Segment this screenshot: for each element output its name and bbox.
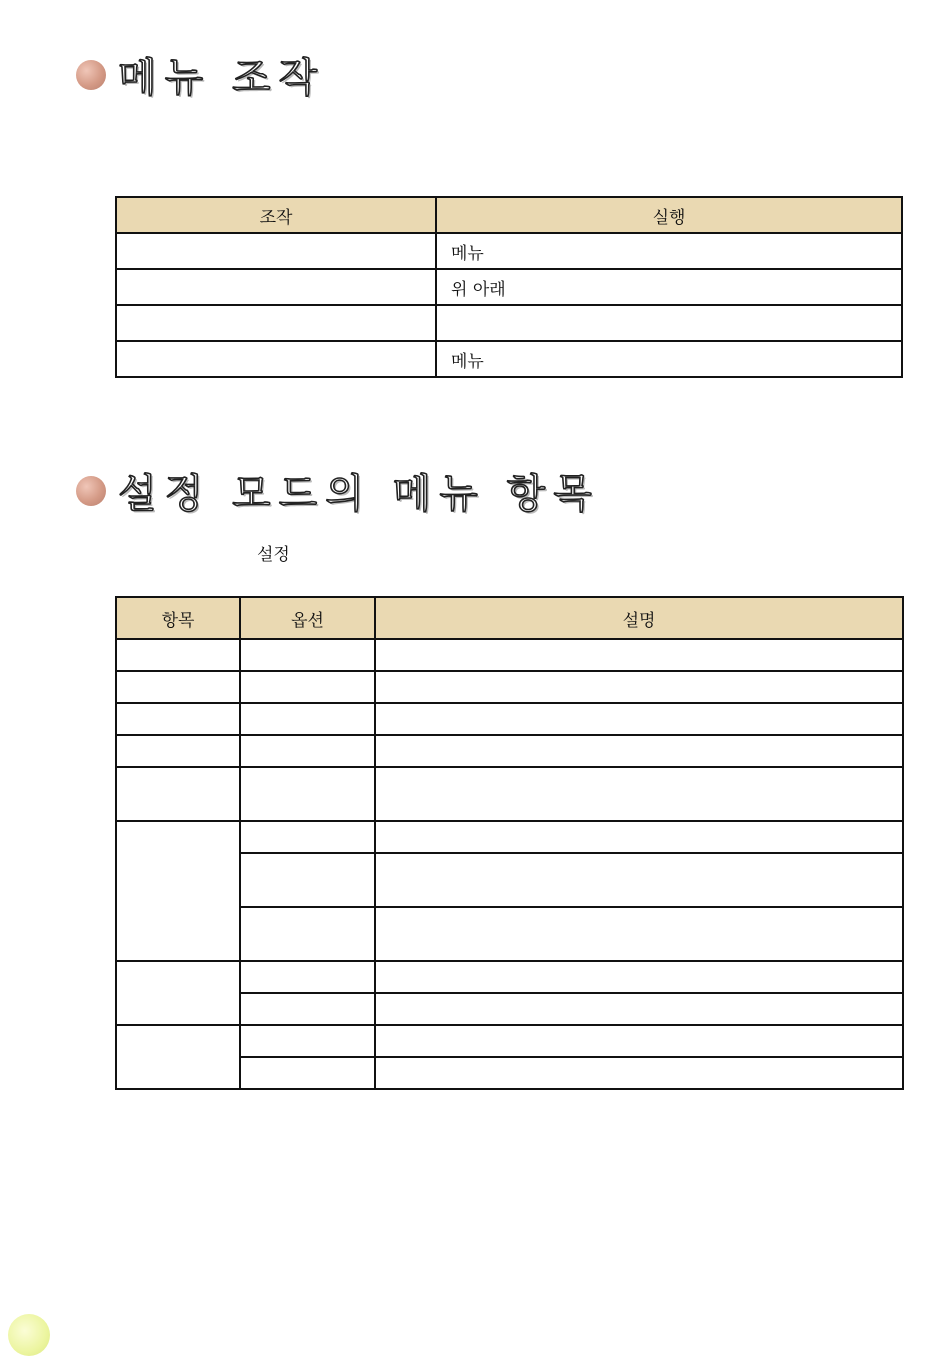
table-cell [375, 671, 903, 703]
table-row [116, 639, 903, 671]
table-cell [116, 961, 240, 1025]
table-cell [375, 907, 903, 961]
table-cell [116, 639, 240, 671]
table-row [116, 305, 902, 341]
table-row [116, 767, 903, 821]
table-cell [240, 1025, 375, 1057]
table-cell: 위 아래 [436, 269, 902, 305]
table-cell [116, 671, 240, 703]
section-heading-setup-menu-items [76, 462, 600, 519]
table-cell [375, 767, 903, 821]
table-cell [240, 735, 375, 767]
table-cell [375, 993, 903, 1025]
column-header-item: 항목 [116, 597, 240, 639]
column-header-action: 실행 [436, 197, 902, 233]
table-cell [116, 305, 436, 341]
table-cell [375, 1057, 903, 1089]
menu-operation-table [115, 196, 903, 378]
table-row [116, 233, 902, 269]
table-cell [375, 821, 903, 853]
table-cell [240, 961, 375, 993]
section-title: 메뉴 조작 [118, 55, 326, 101]
column-header-operation: 조작 [116, 197, 436, 233]
table-cell [240, 907, 375, 961]
column-header-option: 옵션 [240, 597, 375, 639]
table-row [116, 961, 903, 993]
table-row [116, 269, 902, 305]
table-cell [375, 703, 903, 735]
setup-menu-items-table [115, 596, 904, 1090]
table-row [116, 1025, 903, 1057]
table-cell [375, 853, 903, 907]
table-cell [116, 703, 240, 735]
section-title: 설정 모드의 메뉴 항목 [118, 471, 600, 517]
table-cell [240, 767, 375, 821]
column-header-description: 설명 [375, 597, 903, 639]
table-cell: 메뉴 [436, 341, 902, 377]
table-cell [375, 1025, 903, 1057]
table-cell [116, 341, 436, 377]
table-row [116, 821, 903, 853]
table-cell [116, 821, 240, 961]
table-row [116, 671, 903, 703]
table-cell [240, 821, 375, 853]
table-cell [116, 1025, 240, 1089]
table-cell: 메뉴 [436, 233, 902, 269]
table-cell [116, 735, 240, 767]
table-cell [375, 735, 903, 767]
table-header-row [116, 197, 902, 233]
table-cell [240, 1057, 375, 1089]
table-cell [375, 961, 903, 993]
bullet-circle-icon [76, 476, 106, 506]
table-cell [240, 639, 375, 671]
table-cell [116, 767, 240, 821]
table-cell [116, 269, 436, 305]
section-heading-menu-operation [76, 46, 325, 103]
table-cell [240, 703, 375, 735]
table-header-row [116, 597, 903, 639]
table-cell [240, 993, 375, 1025]
table-row [116, 341, 902, 377]
table-cell [375, 639, 903, 671]
page-marker-circle-icon [8, 1314, 50, 1356]
table-cell [116, 233, 436, 269]
bullet-circle-icon [76, 60, 106, 90]
table-cell [436, 305, 902, 341]
table-cell [240, 671, 375, 703]
table-row [116, 703, 903, 735]
setup-note-text: 설정 [257, 545, 290, 565]
table-cell [240, 853, 375, 907]
table-row [116, 735, 903, 767]
